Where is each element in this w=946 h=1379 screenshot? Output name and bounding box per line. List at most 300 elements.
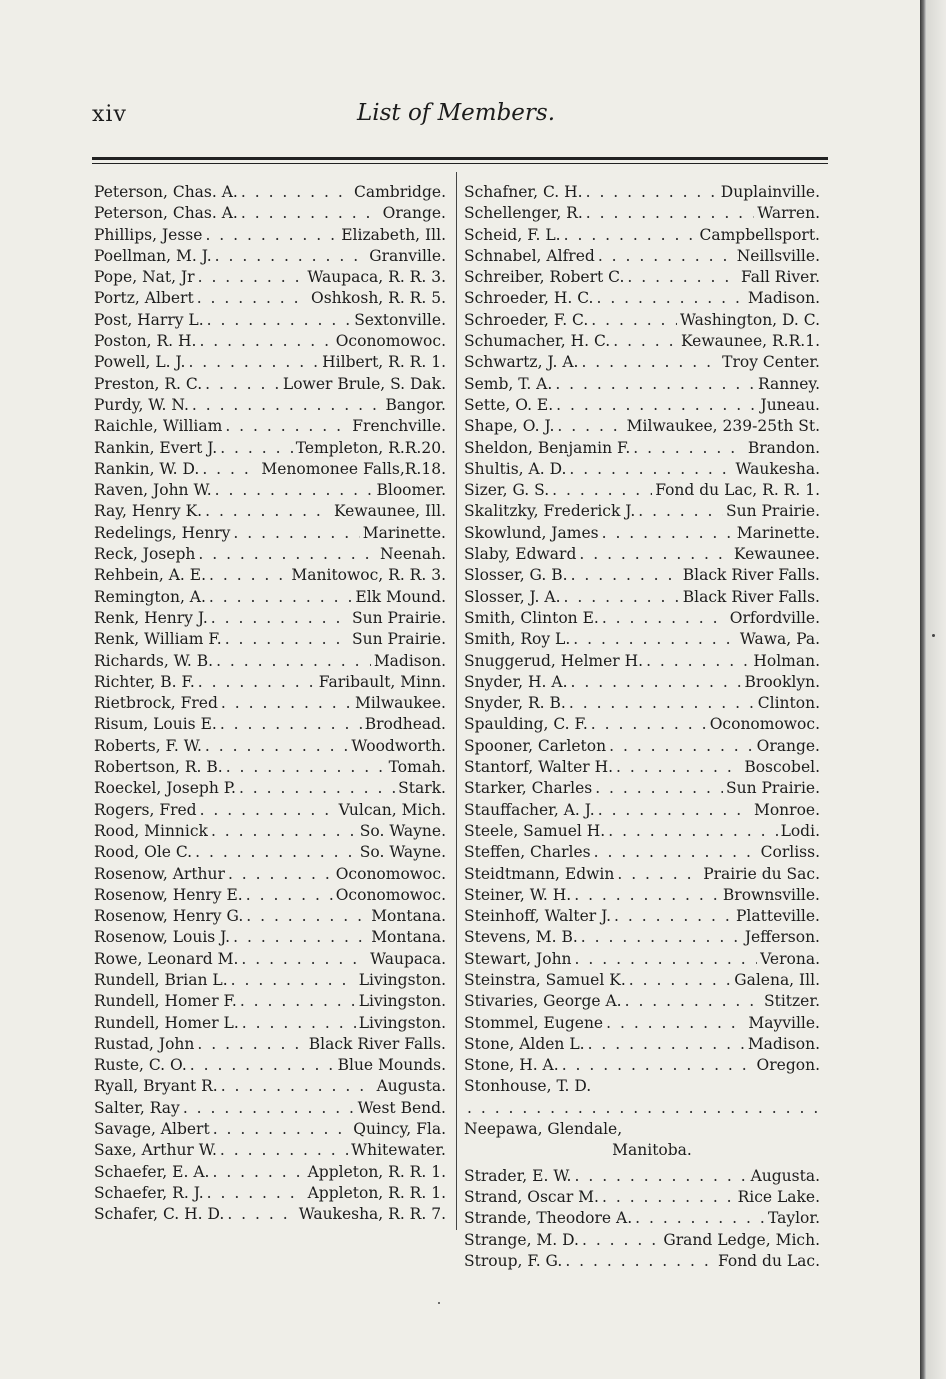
member-name: Schroeder, H. C. <box>464 289 594 308</box>
dot-leader <box>221 693 352 714</box>
member-entry <box>464 182 820 203</box>
running-title: List of Members. <box>356 100 556 126</box>
member-location: Tomah. <box>388 758 446 777</box>
member-location: Neenah. <box>379 545 446 564</box>
dot-leader <box>552 480 652 501</box>
member-entry <box>94 1204 446 1225</box>
member-location: Clinton. <box>757 694 820 713</box>
member-location: Elk Mound. <box>355 587 446 606</box>
member-entry <box>464 1251 820 1272</box>
member-name: Rundell, Homer F. <box>94 992 237 1011</box>
member-entry <box>94 970 446 991</box>
dot-leader <box>198 267 305 288</box>
member-name: Peterson, Chas. A. <box>94 183 238 201</box>
dot-leader <box>586 203 754 224</box>
member-entry <box>94 352 446 373</box>
member-location: Quincy, Fla. <box>353 1120 446 1139</box>
member-location: Neillsville. <box>736 246 820 265</box>
member-name: Raven, John W. <box>94 481 212 500</box>
member-location: Sun Prairie. <box>725 502 820 521</box>
member-name: Spooner, Carleton <box>464 736 607 755</box>
member-location: Jefferson. <box>744 928 820 947</box>
member-entry <box>94 672 446 693</box>
member-name: Stauffacher, A. J. <box>464 800 595 819</box>
dot-leader <box>596 288 744 309</box>
member-location: Troy Center. <box>722 353 820 372</box>
dot-leader <box>582 1230 660 1251</box>
dot-leader <box>246 885 333 906</box>
column-divider <box>456 172 457 1230</box>
member-entry <box>464 651 820 672</box>
member-entry <box>94 1140 446 1161</box>
dot-leader <box>575 949 758 970</box>
member-name: Rundell, Brian L. <box>94 970 228 989</box>
dot-leader <box>209 565 288 586</box>
member-name: Snuggerud, Helmer H. <box>464 651 644 670</box>
member-name: Snyder, H. A. <box>464 672 568 691</box>
member-name: Stonhouse, T. D. <box>464 1077 592 1096</box>
member-entry <box>94 693 446 714</box>
dot-leader <box>557 416 623 437</box>
member-entry <box>464 842 820 863</box>
member-entry <box>94 714 446 735</box>
dot-leader <box>574 1166 747 1187</box>
page-number: xiv <box>92 102 127 127</box>
member-entry <box>464 778 820 799</box>
member-location: Oconomowoc. <box>335 864 446 883</box>
member-name: Rehbein, A. E. <box>94 566 207 585</box>
member-entry <box>94 842 446 863</box>
member-entry <box>94 331 446 352</box>
member-location: Orange. <box>382 204 446 223</box>
member-entry <box>94 800 446 821</box>
dot-leader <box>591 310 677 331</box>
dot-leader <box>220 714 362 735</box>
member-location: Templeton, R.R.20. <box>295 438 446 457</box>
member-name: Stewart, John <box>464 949 572 968</box>
member-name: Renk, Henry J. <box>94 608 208 627</box>
member-entry <box>94 778 446 799</box>
member-name: Richter, B. F. <box>94 672 195 691</box>
member-name: Stantorf, Walter H. <box>464 758 614 777</box>
member-location: Oregon. <box>756 1056 820 1075</box>
member-location: Livingston. <box>358 970 446 989</box>
member-name: Slosser, J. A. <box>464 587 561 606</box>
member-location: Duplainville. <box>720 183 820 201</box>
dot-leader <box>581 927 742 948</box>
member-name: Skowlund, James <box>464 523 599 542</box>
dot-leader <box>188 352 319 373</box>
member-name: Powell, L. J. <box>94 353 186 372</box>
dot-leader <box>246 906 368 927</box>
member-name: Steele, Samuel H. <box>464 821 606 840</box>
member-location: Manitowoc, R. R. 3. <box>291 566 446 585</box>
dot-leader <box>242 1013 356 1034</box>
dot-leader <box>207 310 352 331</box>
member-name: Purdy, W. N. <box>94 395 189 414</box>
member-entry <box>464 1187 820 1208</box>
member-name: Poston, R. H. <box>94 332 197 351</box>
member-location: Vulcan, Mich. <box>338 800 446 819</box>
member-location: Sun Prairie. <box>351 608 446 627</box>
dot-leader <box>586 182 718 203</box>
member-entry <box>464 544 820 565</box>
member-location: Holman. <box>753 651 820 670</box>
dot-leader <box>569 459 732 480</box>
member-entry <box>94 906 446 927</box>
member-entry <box>464 565 820 586</box>
member-entry <box>464 608 820 629</box>
member-name: Smith, Clinton E. <box>464 608 599 627</box>
dot-leader <box>564 587 680 608</box>
member-entry <box>464 906 820 927</box>
member-location: Brownsville. <box>722 885 820 904</box>
member-location: Verona. <box>760 949 820 968</box>
member-location: Corliss. <box>760 843 820 862</box>
member-location: Oconomowoc. <box>335 885 446 904</box>
dot-leader <box>571 672 742 693</box>
member-name: Schaefer, R. J. <box>94 1183 204 1202</box>
dot-leader <box>211 821 357 842</box>
member-name: Stroup, F. G. <box>464 1251 563 1270</box>
member-name: Rankin, Evert J. <box>94 438 218 457</box>
member-entry <box>94 267 446 288</box>
dot-leader <box>625 991 761 1012</box>
page-header <box>92 100 820 136</box>
member-entry <box>464 714 820 735</box>
member-location: Madison. <box>747 289 820 308</box>
dot-leader <box>564 225 697 246</box>
member-location: Monroe. <box>753 800 820 819</box>
member-name: Stivaries, George A. <box>464 992 622 1011</box>
member-name: Roeckel, Joseph P. <box>94 779 236 798</box>
member-name: Rosenow, Louis J. <box>94 928 231 947</box>
member-entry <box>464 927 820 948</box>
dot-leader <box>627 267 738 288</box>
member-entry <box>464 821 820 842</box>
member-entry <box>94 374 446 395</box>
dot-leader <box>240 991 356 1012</box>
dot-leader <box>213 1119 351 1140</box>
member-location: Galena, Ill. <box>734 970 820 989</box>
member-entry <box>464 587 820 608</box>
member-entry <box>94 736 446 757</box>
member-entry <box>94 757 446 778</box>
member-location: Whitewater. <box>351 1141 446 1160</box>
member-entry <box>94 1183 446 1204</box>
member-location: Lodi. <box>780 821 820 840</box>
member-name: Robertson, R. B. <box>94 758 223 777</box>
member-entry <box>94 949 446 970</box>
member-name: Strande, Theodore A. <box>464 1209 633 1228</box>
member-location: So. Wayne. <box>359 821 446 840</box>
dot-leader <box>638 501 723 522</box>
dot-leader <box>565 1251 715 1272</box>
member-name: Strange, M. D. <box>464 1230 579 1249</box>
dot-leader <box>183 1098 355 1119</box>
dot-leader <box>613 331 678 352</box>
page-edge <box>926 0 946 1379</box>
member-location: Bloomer. <box>376 481 446 500</box>
dot-leader <box>233 523 359 544</box>
member-name: Stommel, Eugene <box>464 1013 604 1032</box>
member-location: Wawa, Pa. <box>739 630 820 649</box>
dot-leader <box>190 1055 335 1076</box>
dot-leader <box>617 864 700 885</box>
member-location-continued: Manitoba. <box>612 1141 692 1160</box>
member-entry <box>94 651 446 672</box>
member-location: Lower Brule, S. Dak. <box>282 374 446 393</box>
member-entry <box>94 885 446 906</box>
member-entry <box>94 438 446 459</box>
dot-leader <box>198 544 377 565</box>
member-entry <box>94 821 446 842</box>
member-name: Schellenger, R. <box>464 204 583 223</box>
member-entry <box>94 459 446 480</box>
member-location: Grand Ledge, Mich. <box>663 1230 820 1249</box>
member-entry <box>464 459 820 480</box>
member-location: Waukesha, R. R. 7. <box>298 1205 446 1224</box>
member-name: Peterson, Chas. A. <box>94 204 238 223</box>
dot-leader <box>221 1076 374 1097</box>
member-name: Slaby, Edward <box>464 545 577 564</box>
member-entry <box>464 693 820 714</box>
member-entry <box>464 1034 820 1055</box>
member-name: Preston, R. C. <box>94 374 203 393</box>
member-location: Juneau. <box>760 395 820 414</box>
dot-leader <box>574 885 720 906</box>
dot-leader <box>192 395 383 416</box>
dot-leader <box>609 736 754 757</box>
member-entry <box>94 587 446 608</box>
member-location: Bangor. <box>385 395 446 414</box>
member-name: Stone, Alden L. <box>464 1034 585 1053</box>
dot-leader <box>215 480 374 501</box>
member-location: Sun Prairie. <box>351 630 446 649</box>
dot-leader <box>200 800 336 821</box>
member-location: Campbellsport. <box>699 225 820 244</box>
member-location: Ranney. <box>757 374 820 393</box>
member-location: Boscobel. <box>744 758 820 777</box>
member-location: Livingston. <box>358 992 446 1011</box>
member-name: Schumacher, H. C. <box>464 332 611 351</box>
member-entry <box>94 225 446 246</box>
dot-leader <box>195 842 357 863</box>
dot-leader <box>602 608 727 629</box>
member-entry <box>464 885 820 906</box>
dot-leader <box>571 565 680 586</box>
member-location: Rice Lake. <box>737 1187 820 1206</box>
member-name: Schroeder, F. C. <box>464 310 589 329</box>
member-location: Hilbert, R. R. 1. <box>322 353 446 372</box>
member-name: Rowe, Leonard M. <box>94 949 239 968</box>
member-name: Steiner, W. H. <box>464 885 572 904</box>
member-entry <box>464 246 820 267</box>
member-entry <box>464 1013 820 1034</box>
member-location: Waupaca. <box>370 949 446 968</box>
member-entry <box>464 523 820 544</box>
dot-leader <box>220 1140 348 1161</box>
member-location: Oshkosh, R. R. 5. <box>311 289 446 308</box>
member-location: Blue Mounds. <box>337 1056 446 1075</box>
member-name: Slosser, G. B. <box>464 566 568 585</box>
member-name: Risum, Louis E. <box>94 715 217 734</box>
member-name: Strand, Oscar M. <box>464 1187 599 1206</box>
dot-leader <box>241 949 367 970</box>
member-entry <box>94 1098 446 1119</box>
member-entry <box>464 1055 820 1076</box>
member-entry <box>464 501 820 522</box>
member-name: Rood, Ole C. <box>94 843 193 862</box>
dot-leader <box>211 608 349 629</box>
member-name: Starker, Charles <box>464 779 593 798</box>
member-name: Schwartz, J. A. <box>464 353 579 372</box>
member-entry <box>94 629 446 650</box>
member-entry <box>94 523 446 544</box>
member-entry <box>94 395 446 416</box>
dot-leader <box>616 757 741 778</box>
member-entry <box>464 864 820 885</box>
member-name: Shultis, A. D. <box>464 459 567 478</box>
dot-leader <box>581 352 719 373</box>
member-name: Schafner, C. H. <box>464 183 583 201</box>
member-location: Black River Falls. <box>682 587 820 606</box>
member-name: Rosenow, Henry G. <box>94 907 244 926</box>
member-location: Sextonville. <box>354 310 446 329</box>
member-name: Schaefer, E. A. <box>94 1162 210 1181</box>
member-name: Pope, Nat, Jr <box>94 268 195 287</box>
member-location: Cambridge. <box>353 183 446 201</box>
member-location: Taylor. <box>767 1209 820 1228</box>
member-name: Rustad, John <box>94 1034 195 1053</box>
member-location: Woodworth. <box>351 736 446 755</box>
member-name: Renk, William F. <box>94 630 222 649</box>
member-location: Sun Prairie. <box>725 779 820 798</box>
member-entry <box>94 203 446 224</box>
dot-leader <box>467 1098 817 1119</box>
member-name: Roberts, F. W. <box>94 736 202 755</box>
member-location: Appleton, R. R. 1. <box>307 1183 446 1202</box>
member-name: Steffen, Charles <box>464 843 591 862</box>
member-name: Savage, Albert <box>94 1120 210 1139</box>
member-location: Black River Falls. <box>308 1034 446 1053</box>
member-entry <box>94 927 446 948</box>
member-entry <box>94 1013 446 1034</box>
member-location: Neepawa, Glendale, <box>464 1120 623 1139</box>
dot-leader <box>598 246 734 267</box>
member-location: Oconomowoc. <box>709 715 820 734</box>
dot-leader <box>225 629 349 650</box>
member-entry <box>94 864 446 885</box>
member-entry <box>464 970 820 991</box>
member-location: Menomonee Falls,R.18. <box>261 459 446 478</box>
member-name: Steinhoff, Walter J. <box>464 907 612 926</box>
member-entry <box>464 203 820 224</box>
member-entry <box>464 374 820 395</box>
dot-leader <box>629 970 731 991</box>
dot-leader <box>205 225 338 246</box>
member-entry <box>464 395 820 416</box>
member-name: Steidtmann, Edwin <box>464 864 615 883</box>
dot-leader <box>202 459 258 480</box>
dot-leader <box>231 970 356 991</box>
member-location: Fall River. <box>741 268 820 287</box>
dot-leader <box>239 778 395 799</box>
member-entry <box>94 1055 446 1076</box>
member-location: Brandon. <box>747 438 820 457</box>
member-location: Waukesha. <box>735 459 820 478</box>
member-entry <box>94 608 446 629</box>
dot-leader <box>556 395 757 416</box>
dot-leader <box>198 672 316 693</box>
member-entry <box>94 1034 446 1055</box>
member-entry <box>94 246 446 267</box>
member-name: Steinstra, Samuel K. <box>464 970 626 989</box>
member-name: Sizer, G. S. <box>464 481 550 500</box>
members-list-right-column <box>464 182 820 1272</box>
member-entry <box>464 1208 820 1229</box>
member-location: Fond du Lac, R. R. 1. <box>655 481 820 500</box>
dot-leader <box>635 1208 765 1229</box>
member-name: Ray, Henry K. <box>94 502 203 521</box>
dot-leader <box>197 288 308 309</box>
dot-leader <box>646 651 750 672</box>
member-name: Sette, O. E. <box>464 395 554 414</box>
member-location: Milwaukee, 239-25th St. <box>626 417 820 436</box>
header-rule-thin <box>92 163 828 164</box>
dot-leader <box>205 736 348 757</box>
member-location: Montana. <box>371 928 446 947</box>
member-name: Rosenow, Arthur <box>94 864 225 883</box>
member-name: Redelings, Henry <box>94 523 231 542</box>
member-entry <box>464 629 820 650</box>
member-location: Augusta. <box>750 1166 820 1185</box>
member-name: Salter, Ray <box>94 1098 180 1117</box>
member-name: Rosenow, Henry E. <box>94 885 243 904</box>
member-location: Appleton, R. R. 1. <box>307 1162 446 1181</box>
member-name: Skalitzky, Frederick J. <box>464 502 636 521</box>
member-location: Waupaca, R. R. 3. <box>307 268 446 287</box>
member-entry <box>464 672 820 693</box>
member-entry <box>464 1076 820 1161</box>
member-location: Stark. <box>398 779 446 798</box>
member-name: Raichle, William <box>94 417 223 436</box>
member-entry <box>464 736 820 757</box>
member-entry <box>94 1076 446 1097</box>
member-location: Marinette. <box>362 523 446 542</box>
member-entry <box>464 438 820 459</box>
member-name: Ruste, C. O. <box>94 1056 187 1075</box>
member-entry <box>94 544 446 565</box>
dot-leader <box>225 416 349 437</box>
member-location: Mayville. <box>748 1013 820 1032</box>
dot-leader <box>228 864 333 885</box>
header-rule-thick <box>92 157 828 160</box>
member-entry <box>464 991 820 1012</box>
member-location: Fond du Lac. <box>717 1251 820 1270</box>
member-location: Frenchville. <box>352 417 446 436</box>
member-location: Orfordville. <box>729 608 820 627</box>
member-location: Livingston. <box>358 1013 446 1032</box>
dot-leader <box>579 544 731 565</box>
member-name: Poellman, M. J. <box>94 246 212 265</box>
member-name: Stevens, M. B. <box>464 928 578 947</box>
member-name: Stone, H. A. <box>464 1056 559 1075</box>
member-location: Black River Falls. <box>682 566 820 585</box>
member-entry <box>94 480 446 501</box>
member-entry <box>464 1230 820 1251</box>
member-entry <box>464 225 820 246</box>
